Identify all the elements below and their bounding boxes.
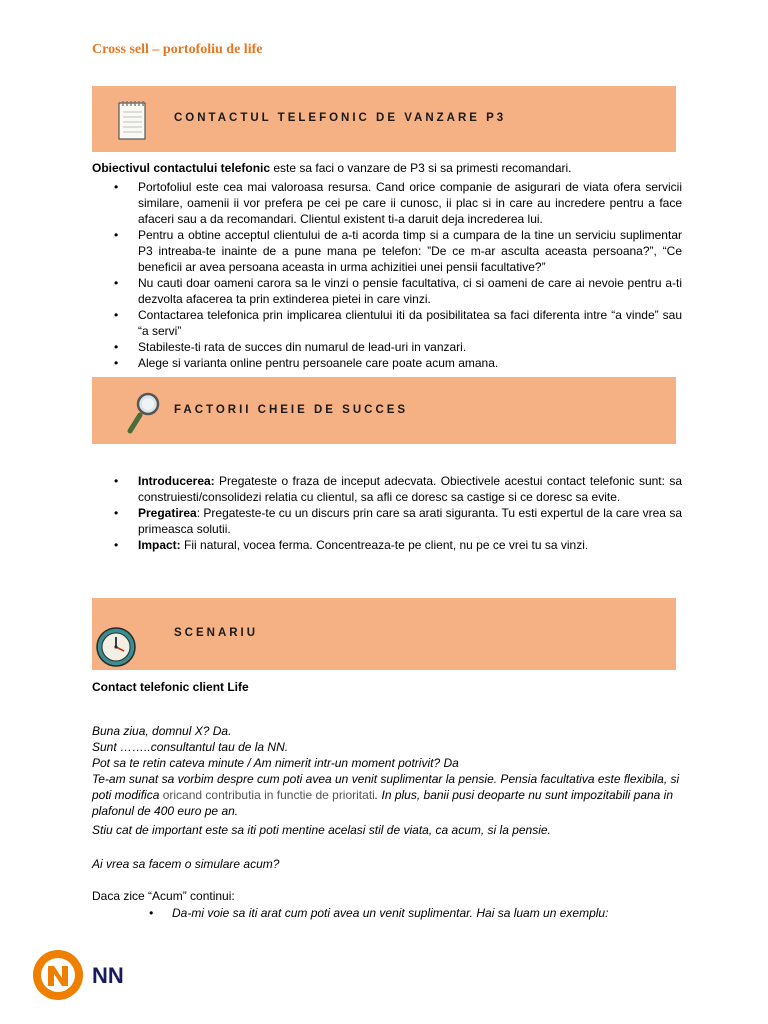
- scenario-line: Pot sa te retin cateva minute / Am nimerit intr-un moment potrivit? Da: [92, 756, 459, 770]
- intro-rest: este sa faci o vanzare de P3 si sa primesti recomandari.: [270, 161, 572, 175]
- paragraph-text: . In plus, banii pusi deoparte nu sunt impozitabili pana in plafonul de 400 euro pe an.: [92, 788, 674, 818]
- section-title-scenario: SCENARIU: [174, 627, 259, 639]
- nn-logo: [30, 946, 140, 1006]
- nn-logo-text: NN: [92, 963, 124, 988]
- scenario-instruction: Daca zice “Acum” continui:: [92, 889, 235, 903]
- list-item: [92, 537, 682, 553]
- intro-paragraph: [92, 160, 682, 176]
- paragraph-highlight: oricand contributia in functie de prioritati: [162, 788, 375, 802]
- magnifying-glass-icon: [126, 391, 166, 440]
- list-item-bold: Pregatirea: [138, 506, 197, 520]
- list-item: [92, 505, 682, 537]
- list-item: • Pentru a obtine acceptul clientului de a-ti acorda timp si a cumpara de la tine un serviciu suplimentar P3 intreaba-te inainte de a pune mana pe telefon: ”De ce m-ar asculta aceasta persoana?”, “Ce beneficii ar avea persoana aceasta in urma achizitiei unei pensii facultative?”: [92, 227, 682, 275]
- list-item: • Stabileste-ti rata de succes din numarul de lead-uri in vanzari.: [92, 339, 682, 355]
- nn-logo-mark: [30, 946, 140, 1006]
- list-item: • Nu cauti doar oameni carora sa le vinzi o pensie facultativa, ci si oameni de care ai nevoie pentru a-ti dezvolta afacerea ta prin extinderea pietei in care vinzi.: [92, 275, 682, 307]
- scenario-line: Buna ziua, domnul X? Da.: [92, 724, 232, 738]
- list-item: • Contactarea telefonica prin implicarea clientului iti da posibilitatea sa faci diferenta intre “a vinde” sau “a servi”: [92, 307, 682, 339]
- list-item-bold: Introducerea:: [138, 474, 215, 488]
- list-item-text: Fii natural, vocea ferma. Concentreaza-te pe client, nu pe ce vrei tu sa vinzi.: [180, 538, 589, 552]
- list-item: • Alege si varianta online pentru persoanele care poate acum amana.: [92, 355, 682, 371]
- document-title: Cross sell – portofoliu de life: [92, 42, 263, 57]
- scenario-paragraph: [92, 771, 682, 819]
- scenario-subtitle: Contact telefonic client Life: [92, 680, 249, 694]
- list-item-text: : Pregateste-te cu un discurs prin care sa arati siguranta. Tu esti expertul de la care vrea sa primeasca solutii.: [138, 506, 682, 536]
- scenario-question: Ai vrea sa facem o simulare acum?: [92, 857, 280, 871]
- scenario-line: Sunt ……..consultantul tau de la NN.: [92, 740, 289, 754]
- clock-icon: [94, 626, 138, 673]
- list-item: [92, 473, 682, 505]
- list-item: • Da-mi voie sa iti arat cum poti avea un venit suplimentar. Hai sa luam un exemplu:: [127, 905, 682, 921]
- section-header-contact: [92, 86, 676, 152]
- section-title-success-factors: FACTORII CHEIE DE SUCCES: [174, 404, 409, 416]
- contact-bullet-list: [92, 179, 682, 371]
- scenario-paragraph: Stiu cat de important este sa iti poti mentine acelasi stil de viata, ca acum, si la pensie.: [92, 823, 551, 837]
- list-item-bold: Impact:: [138, 538, 181, 552]
- section-header-scenario: [92, 598, 676, 670]
- section-title-contact: CONTACTUL TELEFONIC DE VANZARE P3: [174, 112, 507, 124]
- section-header-success-factors: [92, 377, 676, 444]
- list-item-text: Pregateste o fraza de inceput adecvata. Obiectivele acestui contact telefonic sunt: sa construiesti/consolidezi relatia cu clientul, sa afli ce doresc sa castige si ce doresc sa evite.: [138, 474, 682, 504]
- paragraph-text: Te-am sunat sa vorbim despre cum poti avea un venit suplimentar la pensie. Pensia facultativa este flexibila, si poti modifica: [92, 772, 680, 802]
- notepad-icon: [116, 98, 150, 147]
- scenario-bullet-list: [127, 905, 682, 921]
- intro-bold: Obiectivul contactului telefonic: [92, 161, 271, 175]
- success-factors-list: [92, 473, 682, 553]
- list-item: • Portofoliul este cea mai valoroasa resursa. Cand orice companie de asigurari de viata ofera servicii similare, oamenii ii vor prefera pe cei pe care ii cunosc, ii plac si in care au incredere pentru a face afaceri sau a da recomandari. Clientul existent ti-a daruit deja increderea lui.: [92, 179, 682, 227]
